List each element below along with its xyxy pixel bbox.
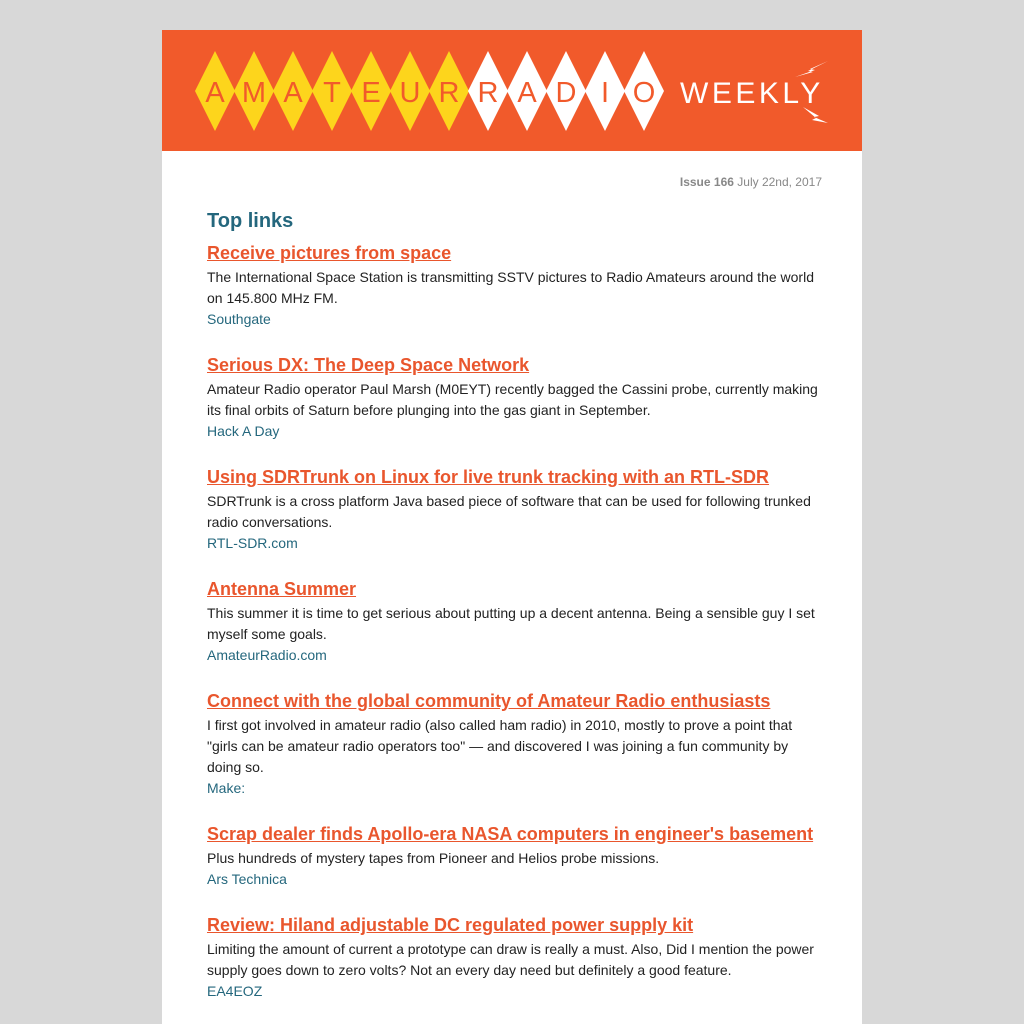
article-description: Plus hundreds of mystery tapes from Pioneer and Helios probe missions. [207,850,660,866]
article-source-link[interactable]: EA4EOZ [207,983,263,999]
article-item [207,823,822,890]
article-list [207,242,822,1002]
amateur-radio-weekly-logo [162,30,862,151]
article-title-link[interactable]: Receive pictures from space [207,243,452,263]
article-item [207,914,822,1002]
logo-letter: O [632,77,656,109]
logo-weekly-text: WEEKLY [680,77,824,110]
article-source-link[interactable]: AmateurRadio.com [207,647,327,663]
article-item [207,578,822,666]
main-content [162,175,862,1002]
article-source-link[interactable]: RTL-SDR.com [207,535,298,551]
section-title: Top links [207,210,294,232]
article-title-link[interactable]: Serious DX: The Deep Space Network [207,355,530,375]
article-source-link[interactable]: Southgate [207,311,271,327]
article-item [207,242,822,330]
logo-letter: R [477,77,499,109]
logo-letter: T [323,77,341,109]
logo-letter: A [205,77,225,109]
article-title-link[interactable]: Scrap dealer finds Apollo-era NASA computers in engineer's basement [207,824,814,844]
article-description: The International Space Station is transmitting SSTV pictures to Radio Amateurs around the world on 145.800 MHz FM. [207,269,814,306]
article-source-link[interactable]: Make: [207,780,246,796]
article-description: Limiting the amount of current a prototype can draw is really a must. Also, Did I mention the power supply goes down to zero volts? Not an every day need but definitely a good feature. [207,941,814,978]
issue-date: July 22nd, 2017 [737,175,822,189]
article-title-link[interactable]: Antenna Summer [207,579,357,599]
article-title-link[interactable]: Using SDRTrunk on Linux for live trunk tracking with an RTL-SDR [207,467,770,487]
logo-letter: R [438,77,460,109]
article-title-link[interactable]: Connect with the global community of Amateur Radio enthusiasts [207,691,771,711]
logo-letter: A [517,77,537,109]
logo-letter: I [600,77,610,109]
article-item [207,690,822,799]
logo-letter: E [361,77,381,109]
issue-info [207,175,822,189]
masthead-banner [162,30,862,151]
article-description: This summer it is time to get serious about putting up a decent antenna. Being a sensible guy I set myself some goals. [207,605,815,642]
newsletter-page [162,30,862,1024]
logo-letter: A [283,77,303,109]
logo-letter: M [241,77,267,109]
article-item [207,354,822,442]
logo-letter: D [555,77,577,109]
article-source-link[interactable]: Hack A Day [207,423,280,439]
article-description: SDRTrunk is a cross platform Java based piece of software that can be used for following trunked radio conversations. [207,493,811,530]
article-title-link[interactable]: Review: Hiland adjustable DC regulated power supply kit [207,915,694,935]
article-description: Amateur Radio operator Paul Marsh (M0EYT) recently bagged the Cassini probe, currently making its final orbits of Saturn before plunging into the gas giant in September. [207,381,818,418]
article-item [207,466,822,554]
logo-letter: U [399,77,421,109]
issue-number: Issue 166 [679,175,734,189]
article-source-link[interactable]: Ars Technica [207,871,287,887]
article-description: I first got involved in amateur radio (also called ham radio) in 2010, mostly to prove a point that "girls can be amateur radio operators too" — and discovered I was joining a fun community by doing so. [207,717,793,775]
